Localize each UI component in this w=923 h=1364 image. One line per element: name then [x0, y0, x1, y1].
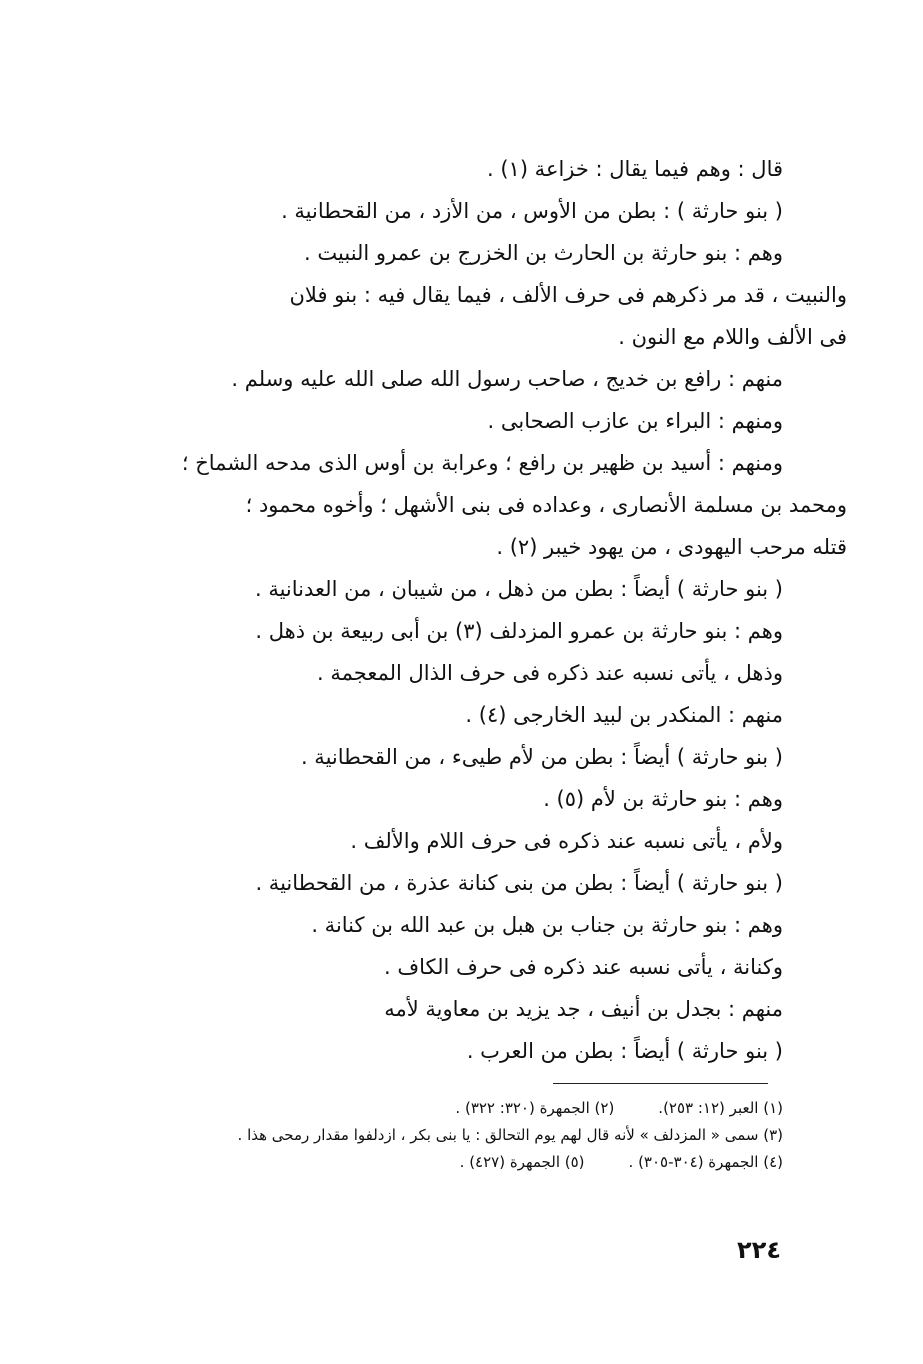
footnote-row-3: [143, 1149, 783, 1176]
footnote-1: (١) العبر (١٢: ٢٥٣).: [658, 1099, 783, 1117]
text-line-3: وهم : بنو حارثة بن الحارث بن الخزرج بن عمرو النبيت .: [304, 241, 783, 265]
text-line-20: وكنانة ، يأتى نسبه عند ذكره فى حرف الكاف .: [384, 955, 783, 979]
text-line-15: ( بنو حارثة ) أيضاً : بطن من لأم طيىء ، من القحطانية .: [300, 745, 783, 769]
footnotes: [143, 1095, 783, 1176]
text-line-10: قتله مرحب اليهودى ، من يهود خيبر (٢) .: [496, 535, 847, 559]
footnote-2: (٢) الجمهرة (٣٢٠: ٣٢٢) .: [455, 1099, 615, 1117]
text-line-19: وهم : بنو حارثة بن جناب بن هبل بن عبد الله بن كنانة .: [311, 913, 783, 937]
text-line-8: ومنهم : أسيد بن ظهير بن رافع ؛ وعرابة بن أوس الذى مدحه الشماخ ؛: [181, 451, 783, 475]
main-text: [138, 148, 847, 1072]
text-line-2: ( بنو حارثة ) : بطن من الأوس ، من الأزد ، من القحطانية .: [281, 199, 783, 223]
text-line-1: قال : وهم فيما يقال : خزاعة (١) .: [486, 157, 783, 181]
page-number: ٢٢٤: [737, 1236, 781, 1264]
text-line-4: والنبيت ، قد مر ذكرهم فى حرف الألف ، فيما يقال فيه : بنو فلان: [289, 283, 847, 307]
text-line-13: وذهل ، يأتى نسبه عند ذكره فى حرف الذال المعجمة .: [317, 661, 783, 685]
text-line-6: منهم : رافع بن خديج ، صاحب رسول الله صلى الله عليه وسلم .: [231, 367, 783, 391]
text-line-17: ولأم ، يأتى نسبه عند ذكره فى حرف اللام والألف .: [350, 829, 783, 853]
text-line-18: ( بنو حارثة ) أيضاً : بطن من بنى كنانة عذرة ، من القحطانية .: [255, 871, 783, 895]
text-line-7: ومنهم : البراء بن عازب الصحابى .: [487, 409, 783, 433]
text-line-14: منهم : المنكدر بن لبيد الخارجى (٤) .: [465, 703, 783, 727]
text-line-11: ( بنو حارثة ) أيضاً : بطن من ذهل ، من شيبان ، من العدنانية .: [254, 577, 783, 601]
footnote-row-1: [143, 1095, 783, 1122]
text-line-22: ( بنو حارثة ) أيضاً : بطن من العرب .: [466, 1039, 783, 1063]
text-line-9: ومحمد بن مسلمة الأنصارى ، وعداده فى بنى الأشهل ؛ وأخوه محمود ؛: [245, 493, 847, 517]
text-line-12: وهم : بنو حارثة بن عمرو المزدلف (٣) بن أبى ربيعة بن ذهل .: [255, 619, 783, 643]
footnote-3: (٣) سمى « المزدلف » لأنه قال لهم يوم التحالق : يا بنى بكر ، ازدلفوا مقدار رمحى هذا .: [237, 1126, 783, 1144]
footnote-separator: [553, 1083, 768, 1084]
text-line-21: منهم : بجدل بن أنيف ، جد يزيد بن معاوية لأمه: [384, 997, 783, 1021]
text-line-16: وهم : بنو حارثة بن لأم (٥) .: [543, 787, 783, 811]
text-line-5: فى الألف واللام مع النون .: [618, 325, 847, 349]
footnote-4: (٤) الجمهرة (٣٠٤-٣٠٥) .: [628, 1153, 783, 1171]
footnote-5: (٥) الجمهرة (٤٢٧) .: [459, 1153, 585, 1171]
